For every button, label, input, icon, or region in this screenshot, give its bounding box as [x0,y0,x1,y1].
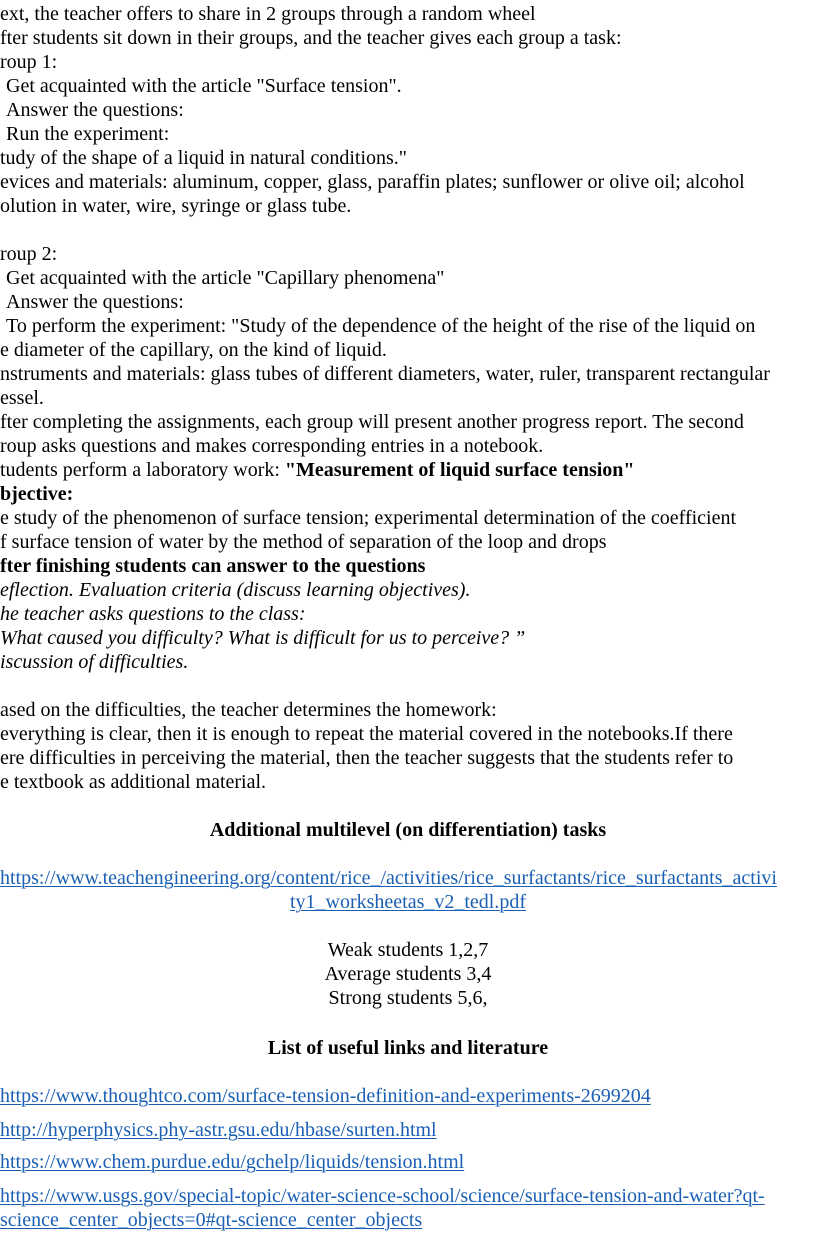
text-line: Get acquainted with the article "Surface tension". [6,75,402,97]
group-2-label: roup 2: [0,243,58,265]
text-line: nstruments and materials: glass tubes of different diameters, water, ruler, transparent rectangular [0,363,770,385]
text-line: evices and materials: aluminum, copper, glass, paraffin plates; sunflower or olive oil; alcohol [0,171,745,193]
group-1-label: roup 1: [0,51,58,73]
text-line: tudy of the shape of a liquid in natural conditions." [0,147,407,169]
text-line: e diameter of the capillary, on the kind of liquid. [0,339,387,361]
text-line: Get acquainted with the article "Capillary phenomena" [6,267,445,289]
average-students: Average students 3,4 [324,963,492,985]
text-line: essel. [0,387,44,409]
link-text[interactable]: https://www.usgs.gov/special-topic/water-science-school/science/surface-tension-and-water?qt- [0,1185,765,1207]
literature-link-hyperphysics[interactable] [0,1118,437,1142]
text-line: olution in water, wire, syringe or glass tube. [0,195,352,217]
reflection-line: he teacher asks questions to the class: [0,603,306,625]
literature-link-usgs[interactable] [0,1184,765,1208]
text-line: fter students sit down in their groups, and the teacher gives each group a task: [0,27,622,49]
text-line: e study of the phenomenon of surface tension; experimental determination of the coefficient [0,507,737,529]
worksheet-link-line-1[interactable] [0,866,816,890]
text-line: Run the experiment: [6,123,170,145]
text-line: Answer the questions: [6,291,184,313]
text-line: ext, the teacher offers to share in 2 groups through a random wheel [0,3,536,25]
text-line: ere difficulties in perceiving the material, then the teacher suggests that the students refer to [0,747,734,769]
text-line: e textbook as additional material. [0,771,267,793]
text-line: Answer the questions: [6,99,184,121]
link-text[interactable]: http://hyperphysics.phy-astr.gsu.edu/hbase/surten.html [0,1119,437,1141]
literature-link-thoughtco[interactable] [0,1084,651,1108]
lab-work-line [0,458,635,482]
worksheet-link-continued[interactable]: ty1_worksheetas_v2_tedl.pdf [289,891,527,913]
text-line: f surface tension of water by the method of separation of the loop and drops [0,531,607,553]
reflection-line: iscussion of difficulties. [0,651,189,673]
additional-tasks-heading: Additional multilevel (on differentiation) tasks [209,819,607,841]
text-line: everything is clear, then it is enough to repeat the material covered in the notebooks.If there [0,723,733,745]
strong-students: Strong students 5,6, [328,987,488,1009]
text-line: roup asks questions and makes corresponding entries in a notebook. [0,435,544,457]
worksheet-link-line-2[interactable] [0,890,816,914]
link-text[interactable]: science_center_objects=0#qt-science_center_objects [0,1209,423,1231]
objective-heading: bjective: [0,483,74,505]
reflection-line: eflection. Evaluation criteria (discuss learning objectives). [0,579,471,601]
literature-link-purdue[interactable] [0,1150,464,1174]
lab-work-intro: tudents perform a laboratory work: [0,459,285,481]
text-line: To perform the experiment: "Study of the dependence of the height of the rise of the liquid on [6,315,756,337]
literature-heading: List of useful links and literature [267,1037,549,1059]
text-line: fter completing the assignments, each group will present another progress report. The second [0,411,744,433]
worksheet-link[interactable]: https://www.teachengineering.org/content/rice_/activities/rice_surfactants/rice_surfactants_activi [0,867,777,889]
text-line: ased on the difficulties, the teacher determines the homework: [0,699,497,721]
link-text[interactable]: https://www.chem.purdue.edu/gchelp/liquids/tension.html [0,1151,465,1173]
link-text[interactable]: https://www.thoughtco.com/surface-tension-definition-and-experiments-2699204 [0,1085,651,1107]
literature-link-usgs-continued[interactable] [0,1208,422,1232]
reflection-line: What caused you difficulty? What is difficult for us to perceive? ” [0,627,526,649]
lab-work-title: "Measurement of liquid surface tension" [284,459,635,481]
questions-heading: fter finishing students can answer to the questions [0,555,426,577]
weak-students: Weak students 1,2,7 [327,939,489,961]
